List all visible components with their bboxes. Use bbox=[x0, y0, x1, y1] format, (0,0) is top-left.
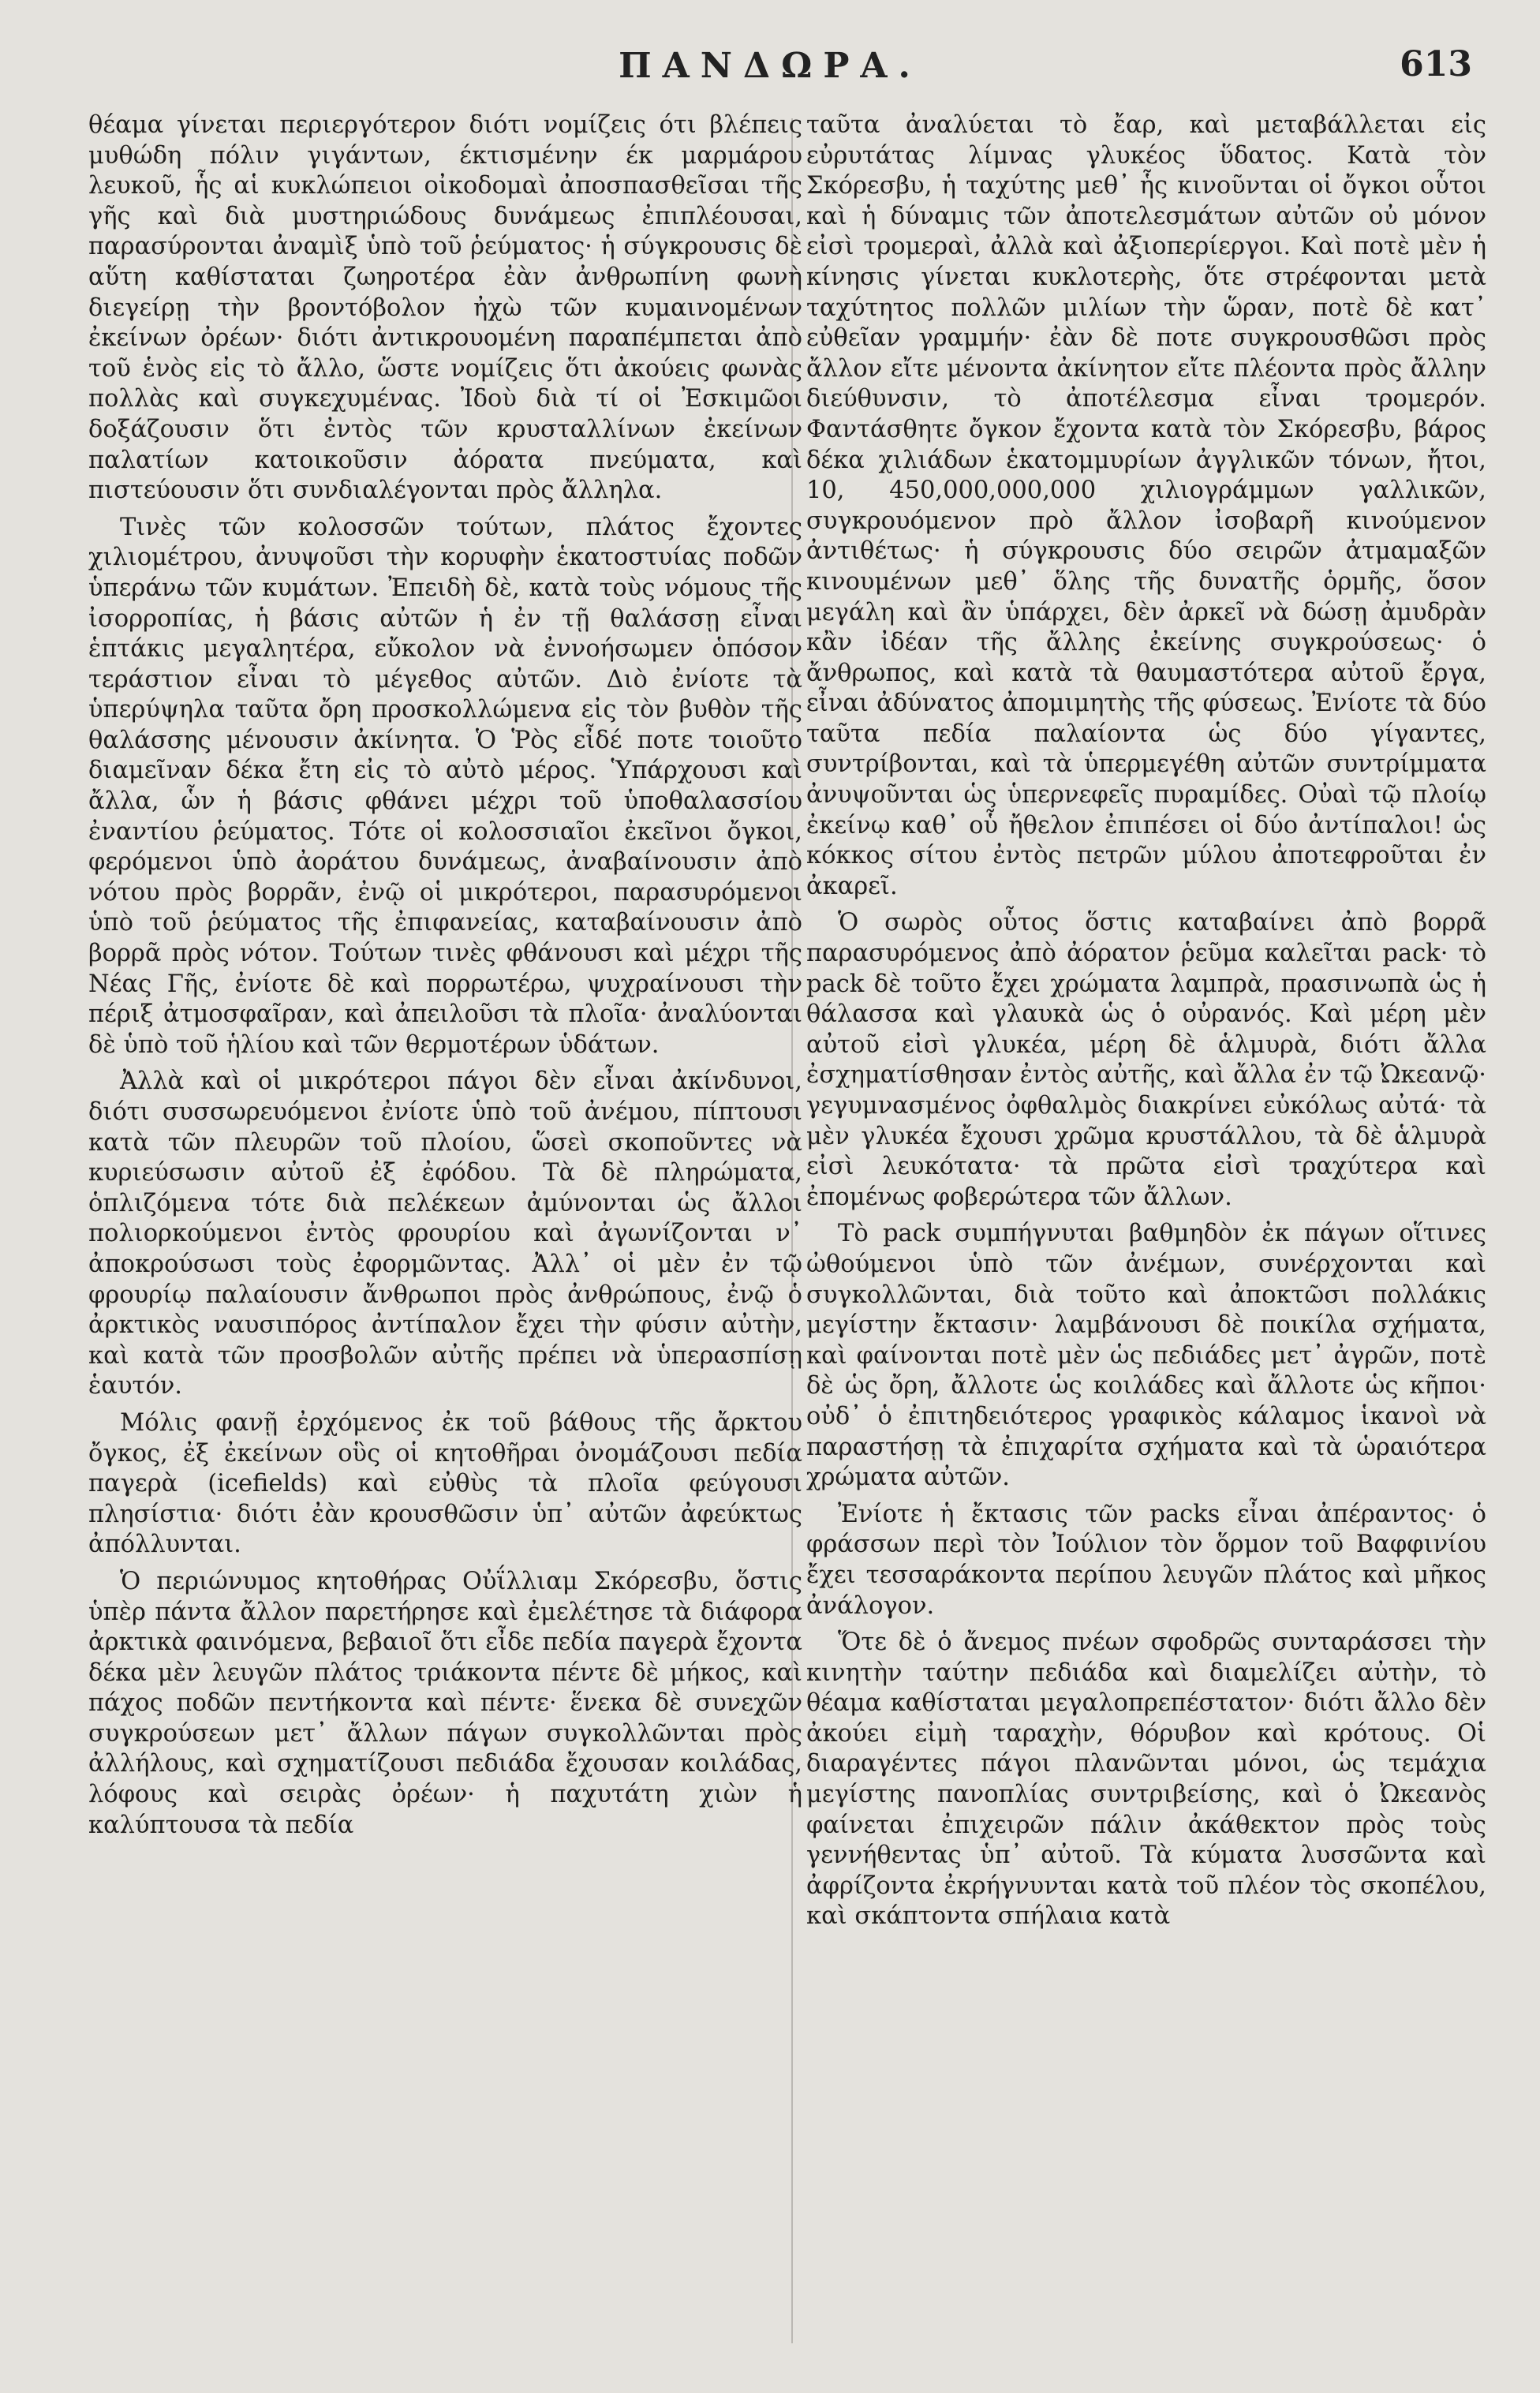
page-header bbox=[0, 41, 1540, 96]
paragraph: Ἐνίοτε ἡ ἔκτασις τῶν packs εἶναι ἀπέραντος· ὁ φράσσων περὶ τὸν Ἰούλιον τὸν ὅρμον τοῦ Βαφφινίου ἔχει τεσσαράκοντα περίπου λευγῶν πλάτος καὶ μῆκος ἀνάλογον. bbox=[806, 1500, 1486, 1620]
paragraph: ταῦτα ἀναλύεται τὸ ἔαρ, καὶ μεταβάλλεται εἰς εὐρυτάτας λίμνας γλυκέος ὕδατος. Κατὰ τὸν Σκόρεσβυ, ἡ ταχύτης μεθ᾽ ἧς κινοῦνται οἱ ὄγκοι οὗτοι καὶ ἡ δύναμις τῶν ἀποτελεσμάτων αὐτῶν οὐ μόνον εἰσὶ τρομεραὶ, ἀλλὰ καὶ ἀξιοπερίεργοι. Καὶ ποτὲ μὲν ἡ κίνησις γίνεται κυκλοτερὴς, ὅτε στρέφονται μετὰ ταχύτητος πολλῶν μιλίων τὴν ὥραν, ποτὲ δὲ κατ᾽ εὐθεῖαν γραμμήν· ἐὰν δὲ ποτε συγκρουσθῶσι πρὸς ἄλλον εἴτε μένοντα ἀκίνητον εἴτε πλέοντα πρὸς ἄλλην διεύθυνσιν, τὸ ἀποτέλεσμα εἶναι τρομερόν. Φαντάσθητε ὄγκον ἔχοντα κατὰ τὸν Σκόρεσβυ, βάρος δέκα χιλιάδων ἑκατομμυρίων ἀγγλικῶν τόνων, ἤτοι, 10, 450,000,000,000 χιλιογράμμων γαλλικῶν, συγκρουόμενον πρὸ ἄλλον ἰσοβαρῆ κινούμενον ἀντιθέτως· ἡ σύγκρουσις δύο σειρῶν ἀτμαμαξῶν κινουμένων μεθ᾽ ὅλης τῆς δυνατῆς ὁρμῆς, ὅσον μεγάλη καὶ ἂν ὑπάρχει, δὲν ἀρκεῖ νὰ δώσῃ ἀμυδρὰν κἂν ἰδέαν τῆς ἄλλης ἐκείνης συγκρούσεως· ὁ ἄνθρωπος, καὶ κατὰ τὰ θαυμαστότερα αὐτοῦ ἔργα, εἶναι ἀδύνατος ἀπομιμητὴς τῆς φύσεως. Ἐνίοτε τὰ δύο ταῦτα πεδία παλαίοντα ὡς δύο γίγαντες, συντρίβονται, καὶ τὰ ὑπερμεγέθη αὐτῶν συντρίμματα ἀνυψοῦνται ὡς ὑπερνεφεῖς πυραμίδες. Οὐαὶ τῷ πλοίῳ ἐκείνῳ καθ᾽ οὗ ἤθελον ἐπιπέσει οἱ δύο ἀντίπαλοι! ὡς κόκκος σίτου ἐντὸς πετρῶν μύλου ἀποτεφροῦται ἐν ἀκαρεῖ. bbox=[806, 111, 1486, 900]
running-head: ΠΑΝΔΩΡΑ. bbox=[619, 46, 921, 86]
paragraph: Μόλις φανῇ ἐρχόμενος ἐκ τοῦ βάθους τῆς ἄρκτου ὄγκος, ἐξ ἐκείνων οὓς οἱ κητοθῆραι ὀνομάζουσι πεδία παγερὰ (icefields) καὶ εὐθὺς τὰ πλοῖα φεύγουσι πλησίστια· διότι ἐὰν κρουσθῶσιν ὑπ᾽ αὐτῶν ἀφεύκτως ἀπόλλυνται. bbox=[88, 1408, 802, 1559]
paragraph: Τινὲς τῶν κολοσσῶν τούτων, πλάτος ἔχοντες χιλιομέτρου, ἀνυψοῦσι τὴν κορυφὴν ἑκατοστυίας ποδῶν ὑπεράνω τῶν κυμάτων. Ἐπειδὴ δὲ, κατὰ τοὺς νόμους τῆς ἰσορροπίας, ἡ βάσις αὐτῶν ἡ ἐν τῇ θαλάσσῃ εἶναι ἑπτάκις μεγαλητέρα, εὔκολον νὰ ἐννοήσωμεν ὁπόσον τεράστιον εἶναι τὸ μέγεθος αὐτῶν. Διὸ ἐνίοτε τὰ ὑπερύψηλα ταῦτα ὄρη προσκολλώμενα εἰς τὸν βυθὸν τῆς θαλάσσης μένουσιν ἀκίνητα. Ὁ Ῥὸς εἶδέ ποτε τοιοῦτο διαμεῖναν δέκα ἔτη εἰς τὸ αὐτὸ μέρος. Ὑπάρχουσι καὶ ἄλλα, ὧν ἡ βάσις φθάνει μέχρι τοῦ ὑποθαλασσίου ἐναντίου ῥεύματος. Τότε οἱ κολοσσιαῖοι ἐκεῖνοι ὄγκοι, φερόμενοι ὑπὸ ἀοράτου δυνάμεως, ἀναβαίνουσιν ἀπὸ νότου πρὸς βορρᾶν, ἐνῷ οἱ μικρότεροι, παρασυρόμενοι ὑπὸ τοῦ ῥεύματος τῆς ἐπιφανείας, καταβαίνουσιν ἀπὸ βορρᾶ πρὸς νότον. Τούτων τινὲς φθάνουσι καὶ μέχρι τῆς Νέας Γῆς, ἐνίοτε δὲ καὶ πορρωτέρω, ψυχραίνουσι τὴν πέριξ ἀτμοσφαῖραν, καὶ ἀπειλοῦσι τὰ πλοῖα· ἀναλύονται δὲ ὑπὸ τοῦ ἡλίου καὶ τῶν θερμοτέρων ὑδάτων. bbox=[88, 513, 802, 1059]
paragraph: Ὁ περιώνυμος κητοθήρας Οὐΐλλιαμ Σκόρεσβυ, ὅστις ὑπὲρ πάντα ἄλλον παρετήρησε καὶ ἐμελέτησε τὰ διάφορα ἀρκτικὰ φαινόμενα, βεβαιοῖ ὅτι εἶδε πεδία παγερὰ ἔχοντα δέκα μὲν λευγῶν πλάτος τριάκοντα πέντε δὲ μήκος, καὶ πάχος ποδῶν πεντήκοντα καὶ πέντε· ἕνεκα δὲ συνεχῶν συγκρούσεων μετ᾽ ἄλλων πάγων συγκολλῶνται πρὸς ἀλλήλους, καὶ σχηματίζουσι πεδιάδα ἔχουσαν κοιλάδας, λόφους καὶ σειρὰς ὀρέων· ἡ παχυτάτη χιὼν ἡ καλύπτουσα τὰ πεδία bbox=[88, 1567, 802, 1839]
paragraph: θέαμα γίνεται περιεργότερον διότι νομίζεις ότι βλέπεις μυθώδη πόλιν γιγάντων, έκτισμένην έκ μαρμάρου λευκοῦ, ἧς αἱ κυκλώπειοι οἰκοδομαὶ ἀποσπασθεῖσαι τῆς γῆς καὶ διὰ μυστηριώδους δυνάμεως ἐπιπλέουσαι, παρασύρονται ἀναμὶξ ὑπὸ τοῦ ῥεύματος· ἡ σύγκρουσις δὲ αὕτη καθίσταται ζωηροτέρα ἐὰν ἀνθρωπίνη φωνὴ διεγείρῃ τὴν βροντόβολον ἠχὼ τῶν κυμαινομένων ἐκείνων ὀρέων· διότι ἀντικρουομένη παραπέμπεται ἀπὸ τοῦ ἑνὸς εἰς τὸ ἄλλο, ὥστε νομίζεις ὅτι ἀκούεις φωνὰς πολλὰς καὶ συγκεχυμένας. Ἰδοὺ διὰ τί οἱ Ἐσκιμῶοι δοξάζουσιν ὅτι ἐντὸς τῶν κρυσταλλίνων ἐκείνων παλατίων κατοικοῦσιν ἀόρατα πνεύματα, καὶ πιστεύουσιν ὅτι συνδιαλέγονται πρὸς ἄλληλα. bbox=[88, 111, 802, 505]
paragraph: Ὅτε δὲ ὁ ἄνεμος πνέων σφοδρῶς συνταράσσει τὴν κινητὴν ταύτην πεδιάδα καὶ διαμελίζει αὐτὴν, τὸ θέαμα καθίσταται μεγαλοπρεπέστατον· διότι ἄλλο δὲν ἀκούει εἰμὴ ταραχὴν, θόρυβον καὶ κρότους. Οἱ διαραγέντες πάγοι πλανῶνται μόνοι, ὡς τεμάχια μεγίστης πανοπλίας συντριβείσης, καὶ ὁ Ὠκεανὸς φαίνεται ἐπιχειρῶν πάλιν ἀκάθεκτον πρὸς τοὺς γεννήθεντας ὑπ᾽ αὐτοῦ. Τὰ κύματα λυσσῶντα καὶ ἀφρίζοντα ἐκρήγνυνται κατὰ τοῦ πλέον τὸς σκοπέλου, καὶ σκάπτοντα σπήλαια κατὰ bbox=[806, 1628, 1486, 1931]
column-divider bbox=[791, 118, 793, 2343]
paragraph: Τὸ pack συμπήγνυται βαθμηδὸν ἐκ πάγων οἵτινες ὠθούμενοι ὑπὸ τῶν ἀνέμων, συνέρχονται καὶ συγκολλῶνται, διὰ τοῦτο καὶ ἀποκτῶσι πολλάκις μεγίστην ἔκτασιν· λαμβάνουσι δὲ ποικίλα σχήματα, καὶ φαίνονται ποτὲ μὲν ὡς πεδιάδες μετ᾽ ἀγρῶν, ποτὲ δὲ ὡς ὄρη, ἄλλοτε ὡς κοιλάδες καὶ ἄλλοτε ὡς κῆποι· οὐδ᾽ ὁ ἐπιτηδειότερος γραφικὸς κάλαμος ἱκανοὶ νὰ παραστήσῃ τὰ ἐπιχαρίτα σχήματα καὶ τὰ ὡραιότερα χρώματα αὐτῶν. bbox=[806, 1220, 1486, 1492]
left-column bbox=[88, 110, 802, 1841]
paragraph: Ἀλλὰ καὶ οἱ μικρότεροι πάγοι δὲν εἶναι ἀκίνδυνοι, διότι συσσωρευόμενοι ἐνίοτε ὑπὸ τοῦ ἀνέμου, πίπτουσι κατὰ τῶν πλευρῶν τοῦ πλοίου, ὥσεὶ σκοποῦντες νὰ κυριεύσωσιν αὐτοῦ ἐξ ἐφόδου. Τὰ δὲ πληρώματα, ὁπλιζόμενα τότε διὰ πελέκεων ἀμύνονται ὡς ἄλλοι πολιορκούμενοι ἐντὸς φρουρίου καὶ ἀγωνίζονται ν᾽ ἀποκρούσωσι τοὺς ἐφορμῶντας. Ἀλλ᾽ οἱ μὲν ἐν τῷ φρουρίῳ παλαίουσιν ἄνθρωποι πρὸς ἀνθρώπους, ἐνῷ ὁ ἀρκτικὸς ναυσιπόρος ἀντίπαλον ἔχει τὴν φύσιν αὐτὴν, καὶ κατὰ τῶν προσβολῶν αὐτῆς πρέπει νὰ ὑπερασπίσῃ ἑαυτόν. bbox=[88, 1068, 802, 1400]
paragraph: Ὁ σωρὸς οὗτος ὅστις καταβαίνει ἀπὸ βορρᾶ παρασυρόμενος ἀπὸ ἀόρατον ῥεῦμα καλεῖται pack· τὸ pack δὲ τοῦτο ἔχει χρώματα λαμπρὰ, πρασινωπὰ ὡς ἡ θάλασσα καὶ γλαυκὰ ὡς ὁ οὐρανός. Καὶ μέρη μὲν αὐτοῦ εἰσὶ γλυκέα, μέρη δὲ ἁλμυρὰ, διότι ἄλλα ἐσχηματίσθησαν ἐντὸς αὐτῆς, καὶ ἄλλα ἐν τῷ Ὠκεανῷ· γεγυμνασμένος ὀφθαλμὸς διακρίνει εὐκόλως αὐτά· τὰ μὲν γλυκέα ἔχουσι χρῶμα κρυστάλλου, τὰ δὲ ἁλμυρὰ εἰσὶ λευκότατα· τὰ πρῶτα εἰσὶ τραχύτερα καὶ ἐπομένως φοβερώτερα τῶν ἄλλων. bbox=[806, 909, 1486, 1211]
right-column bbox=[806, 110, 1486, 1932]
page-number: 613 bbox=[1400, 44, 1472, 84]
